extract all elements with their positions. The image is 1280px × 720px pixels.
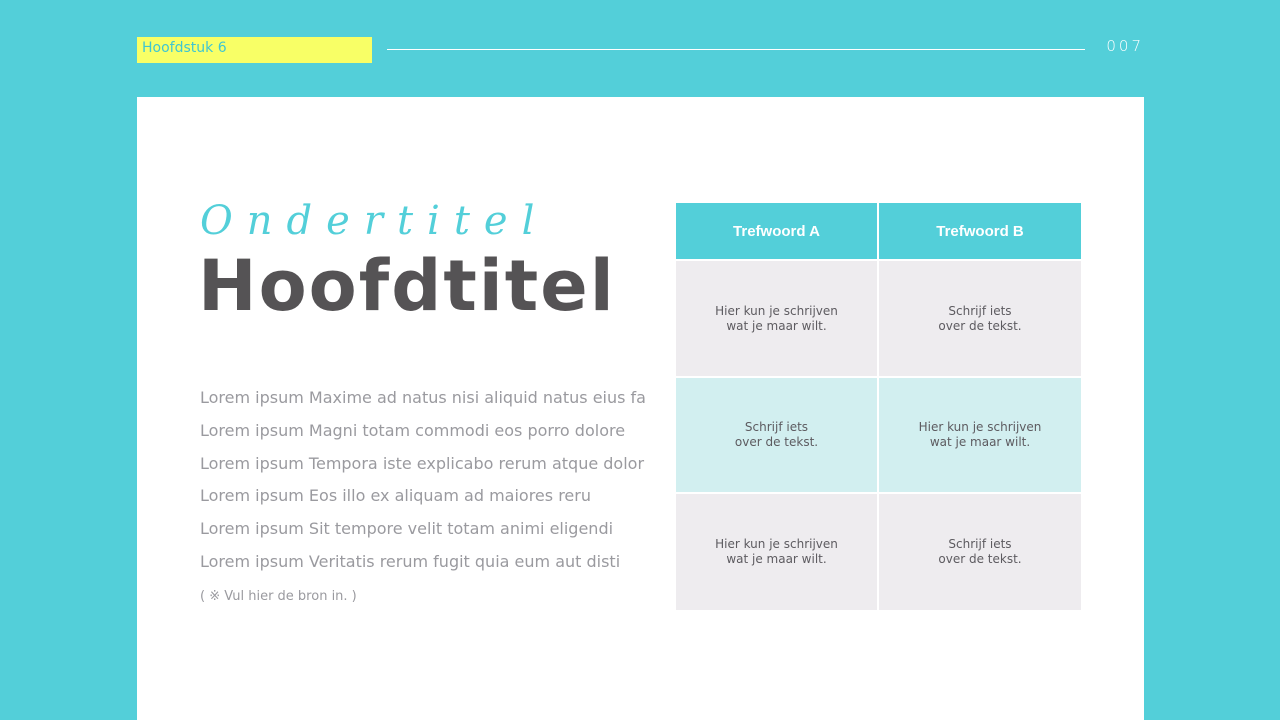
- table-cell: Schrijf iets over de tekst.: [676, 378, 877, 492]
- chapter-label: Hoofdstuk 6: [137, 37, 372, 63]
- keyword-table: [676, 203, 1081, 610]
- source-note: ( ※ Vul hier de bron in. ): [200, 589, 357, 604]
- slide-subtitle: Ondertitel: [200, 198, 549, 244]
- table-header-b: Trefwoord B: [879, 203, 1081, 259]
- page-number: 007: [1106, 37, 1144, 55]
- table-cell: Schrijf iets over de tekst.: [879, 494, 1081, 610]
- table-cell: Schrijf iets over de tekst.: [879, 261, 1081, 376]
- table-cell: Hier kun je schrijven wat je maar wilt.: [879, 378, 1081, 492]
- slide-title: Hoofdtitel: [198, 245, 616, 327]
- table-cell: Hier kun je schrijven wat je maar wilt.: [676, 261, 877, 376]
- body-line: Lorem ipsum Sit tempore velit totam animi eligendi: [200, 519, 614, 539]
- body-text: [200, 382, 646, 579]
- body-line: Lorem ipsum Magni totam commodi eos porro dolore: [200, 420, 626, 440]
- header-divider: [387, 49, 1085, 50]
- body-line: Lorem ipsum Eos illo ex aliquam ad maiores reru: [200, 486, 591, 506]
- body-line: Lorem ipsum Veritatis rerum fugit quia eum aut disti: [200, 551, 621, 571]
- body-line: Lorem ipsum Maxime ad natus nisi aliquid natus eius fa: [200, 388, 646, 407]
- table-header-a: Trefwoord A: [676, 203, 877, 259]
- table-cell: Hier kun je schrijven wat je maar wilt.: [676, 494, 877, 610]
- body-line: Lorem ipsum Tempora iste explicabo rerum atque dolor: [200, 453, 645, 473]
